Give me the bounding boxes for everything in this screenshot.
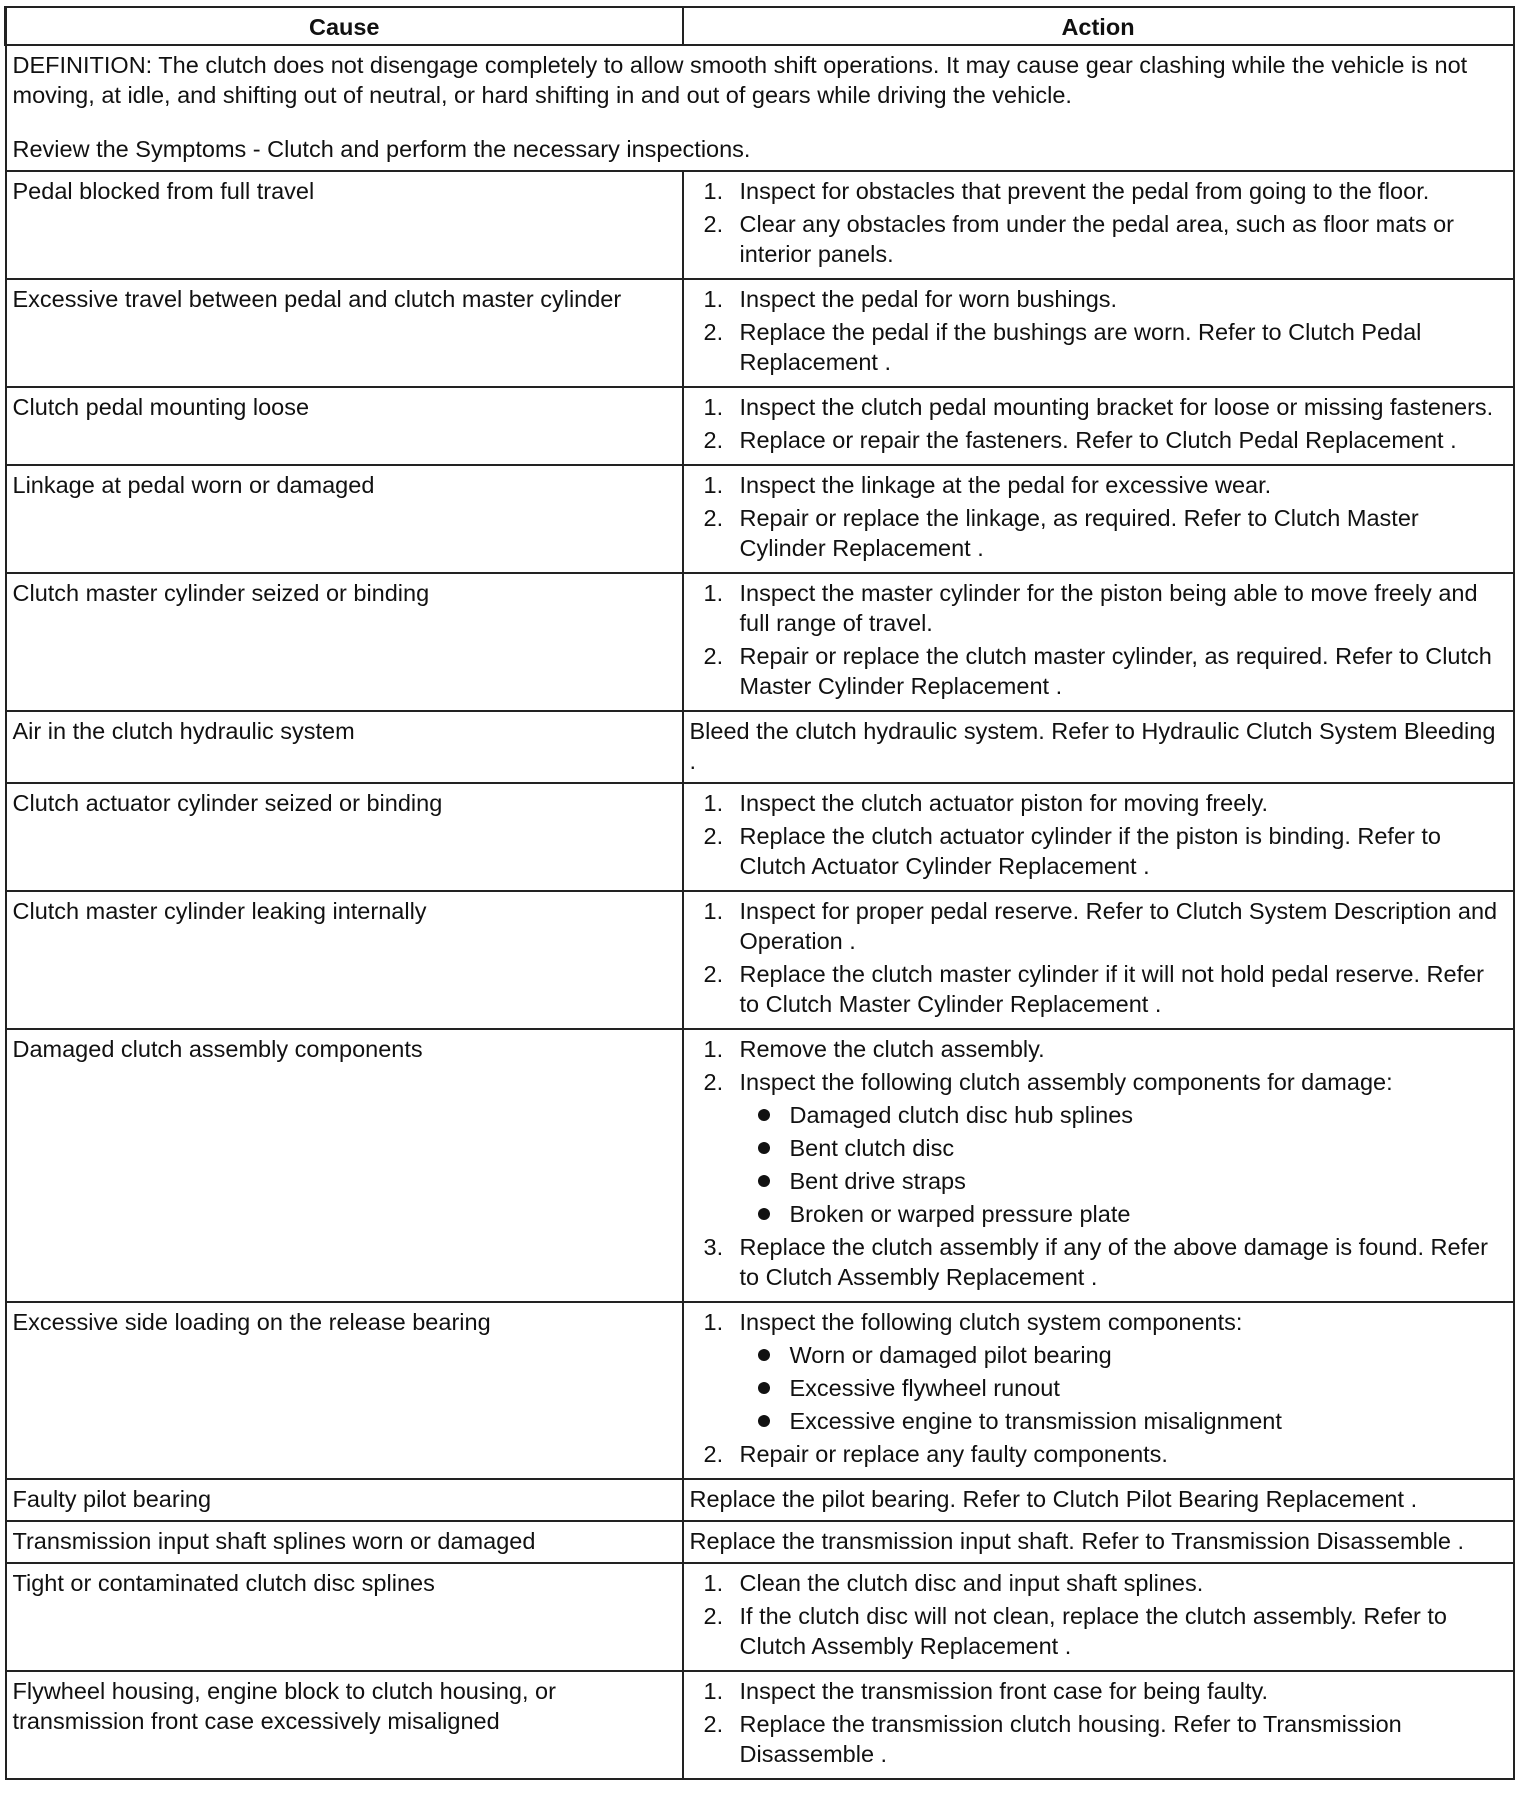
- step-number: 2.: [703, 505, 724, 531]
- step-item: [690, 578, 1507, 638]
- step-item: [690, 788, 1507, 818]
- step-list: [690, 1034, 1507, 1292]
- step-text: Inspect for proper pedal reserve. Refer to Clutch System Description and Operation .: [739, 898, 1498, 954]
- step-list: [690, 176, 1507, 269]
- step-number: 1.: [703, 1678, 724, 1704]
- cause-cell: Excessive travel between pedal and clutch master cylinder: [6, 279, 683, 387]
- action-cell: [683, 465, 1514, 573]
- action-text: Replace the transmission input shaft. Refer to Transmission Disassemble .: [689, 1528, 1465, 1554]
- bullet-text: Bent drive straps: [789, 1168, 966, 1194]
- step-number: 2.: [703, 1603, 724, 1629]
- action-cell: [683, 573, 1514, 711]
- step-item: [690, 425, 1507, 455]
- step-text: Clean the clutch disc and input shaft splines.: [739, 1570, 1204, 1596]
- step-item: [690, 1307, 1507, 1436]
- step-text: Inspect the transmission front case for being faulty.: [739, 1678, 1269, 1704]
- step-number: 1.: [703, 394, 724, 420]
- cause-column-header: Cause: [6, 7, 683, 45]
- step-text: Repair or replace the clutch master cylinder, as required. Refer to Clutch Master Cylinder Replacement .: [739, 643, 1492, 699]
- step-number: 1.: [703, 898, 724, 924]
- cause-cell: Flywheel housing, engine block to clutch housing, or transmission front case excessively misaligned: [6, 1671, 683, 1779]
- step-item: [690, 1067, 1507, 1229]
- cause-cell: Clutch pedal mounting loose: [6, 387, 683, 465]
- table-row: [6, 573, 1514, 711]
- step-text: Replace the clutch assembly if any of the above damage is found. Refer to Clutch Assembly Replacement .: [739, 1234, 1489, 1290]
- action-cell: [683, 171, 1514, 279]
- step-item: [690, 392, 1507, 422]
- step-text: Inspect the following clutch system components:: [739, 1309, 1243, 1335]
- step-list: [690, 470, 1507, 563]
- cause-cell: Faulty pilot bearing: [6, 1479, 683, 1521]
- step-item: [690, 470, 1507, 500]
- action-cell: [683, 1479, 1514, 1521]
- table-row: [6, 171, 1514, 279]
- step-text: Repair or replace the linkage, as required. Refer to Clutch Master Cylinder Replacement .: [739, 505, 1419, 561]
- action-cell: [683, 387, 1514, 465]
- step-text: Replace or repair the fasteners. Refer to Clutch Pedal Replacement .: [739, 427, 1457, 453]
- step-number: 1.: [703, 580, 724, 606]
- step-item: [690, 641, 1507, 701]
- cause-cell: Clutch actuator cylinder seized or binding: [6, 783, 683, 891]
- definition-text: DEFINITION: The clutch does not disengage completely to allow smooth shift operations. It may cause gear clashing while the vehicle is not moving, at idle, and shifting out of neutral, or hard shifting in and out of gears while driving the vehicle.: [12, 52, 1468, 108]
- step-list: [690, 392, 1507, 455]
- step-number: 2.: [703, 1441, 724, 1467]
- step-number: 1.: [703, 178, 724, 204]
- step-item: [690, 503, 1507, 563]
- table-row: [6, 783, 1514, 891]
- step-text: Replace the clutch actuator cylinder if the piston is binding. Refer to Clutch Actuator Cylinder Replacement .: [739, 823, 1441, 879]
- bullet-dot-icon: [758, 1382, 770, 1394]
- step-item: [690, 1568, 1507, 1598]
- step-number: 1.: [703, 1309, 724, 1335]
- table-row: [6, 279, 1514, 387]
- table-row: [6, 1521, 1514, 1563]
- cause-cell: Damaged clutch assembly components: [6, 1029, 683, 1302]
- step-item: [690, 209, 1507, 269]
- action-cell: [683, 1521, 1514, 1563]
- bullet-dot-icon: [758, 1415, 770, 1427]
- step-list: [690, 1568, 1507, 1661]
- step-number: 2.: [703, 1069, 724, 1095]
- step-number: 2.: [703, 643, 724, 669]
- table-row: [6, 1029, 1514, 1302]
- step-item: [690, 317, 1507, 377]
- action-cell: [683, 279, 1514, 387]
- step-text: Clear any obstacles from under the pedal area, such as floor mats or interior panels.: [739, 211, 1455, 267]
- table-row: [6, 1671, 1514, 1779]
- step-item: [690, 1601, 1507, 1661]
- action-cell: [683, 1029, 1514, 1302]
- diagnostic-table: [4, 6, 1515, 1780]
- action-cell: [683, 891, 1514, 1029]
- table-row: [6, 1563, 1514, 1671]
- bullet-dot-icon: [758, 1142, 770, 1154]
- step-text: Inspect the master cylinder for the piston being able to move freely and full range of travel.: [739, 580, 1478, 636]
- step-number: 2.: [703, 427, 724, 453]
- step-number: 1.: [703, 1570, 724, 1596]
- step-item: [690, 896, 1507, 956]
- bullet-item: [740, 1133, 1507, 1163]
- table-row: [6, 1302, 1514, 1479]
- step-number: 1.: [703, 472, 724, 498]
- bullet-text: Worn or damaged pilot bearing: [789, 1342, 1112, 1368]
- step-text: Inspect the clutch actuator piston for moving freely.: [739, 790, 1269, 816]
- step-list: [690, 284, 1507, 377]
- definition-row: [6, 45, 1514, 171]
- cause-cell: Clutch master cylinder seized or binding: [6, 573, 683, 711]
- step-item: [690, 1439, 1507, 1469]
- step-text: Inspect the following clutch assembly components for damage:: [739, 1069, 1393, 1095]
- step-list: [690, 578, 1507, 701]
- step-number: 2.: [703, 211, 724, 237]
- step-item: [690, 176, 1507, 206]
- table-row: [6, 387, 1514, 465]
- bullet-dot-icon: [758, 1208, 770, 1220]
- action-cell: [683, 783, 1514, 891]
- bullet-list: [740, 1100, 1507, 1229]
- step-item: [690, 1709, 1507, 1769]
- step-number: 3.: [703, 1234, 724, 1260]
- action-cell: [683, 1671, 1514, 1779]
- table-row: [6, 1479, 1514, 1521]
- bullet-text: Excessive engine to transmission misalignment: [789, 1408, 1282, 1434]
- step-list: [690, 1676, 1507, 1769]
- step-number: 2.: [703, 319, 724, 345]
- cause-cell: Clutch master cylinder leaking internally: [6, 891, 683, 1029]
- cause-cell: Transmission input shaft splines worn or damaged: [6, 1521, 683, 1563]
- step-text: Inspect the linkage at the pedal for excessive wear.: [739, 472, 1272, 498]
- action-cell: [683, 1302, 1514, 1479]
- step-text: Repair or replace any faulty components.: [739, 1441, 1168, 1467]
- bullet-text: Damaged clutch disc hub splines: [789, 1102, 1134, 1128]
- step-text: Replace the pedal if the bushings are worn. Refer to Clutch Pedal Replacement .: [739, 319, 1422, 375]
- bullet-item: [740, 1166, 1507, 1196]
- step-item: [690, 821, 1507, 881]
- definition-cell: [6, 45, 1514, 171]
- step-text: Replace the transmission clutch housing. Refer to Transmission Disassemble .: [739, 1711, 1402, 1767]
- step-item: [690, 959, 1507, 1019]
- bullet-dot-icon: [758, 1175, 770, 1187]
- step-number: 2.: [703, 1711, 724, 1737]
- step-list: [690, 1307, 1507, 1469]
- action-cell: [683, 1563, 1514, 1671]
- bullet-item: [740, 1100, 1507, 1130]
- cause-cell: Tight or contaminated clutch disc splines: [6, 1563, 683, 1671]
- step-item: [690, 284, 1507, 314]
- step-text: Inspect the pedal for worn bushings.: [739, 286, 1118, 312]
- table-row: [6, 891, 1514, 1029]
- bullet-text: Bent clutch disc: [789, 1135, 955, 1161]
- bullet-item: [740, 1199, 1507, 1229]
- step-text: If the clutch disc will not clean, replace the clutch assembly. Refer to Clutch Assembly Replacement .: [739, 1603, 1448, 1659]
- step-text: Replace the clutch master cylinder if it will not hold pedal reserve. Refer to Clutch Master Cylinder Replacement .: [739, 961, 1485, 1017]
- bullet-dot-icon: [758, 1109, 770, 1121]
- cause-cell: Air in the clutch hydraulic system: [6, 711, 683, 783]
- header-row: [6, 7, 1514, 45]
- action-text: Bleed the clutch hydraulic system. Refer to Hydraulic Clutch System Bleeding .: [689, 718, 1496, 774]
- cause-cell: Linkage at pedal worn or damaged: [6, 465, 683, 573]
- step-number: 1.: [703, 1036, 724, 1062]
- cause-cell: Pedal blocked from full travel: [6, 171, 683, 279]
- bullet-item: [740, 1406, 1507, 1436]
- step-text: Inspect the clutch pedal mounting bracket for loose or missing fasteners.: [739, 394, 1494, 420]
- step-number: 2.: [703, 823, 724, 849]
- step-text: Remove the clutch assembly.: [739, 1036, 1045, 1062]
- bullet-item: [740, 1373, 1507, 1403]
- review-text: Review the Symptoms - Clutch and perform the necessary inspections.: [12, 136, 751, 162]
- action-cell: [683, 711, 1514, 783]
- step-number: 1.: [703, 790, 724, 816]
- step-number: 1.: [703, 286, 724, 312]
- cause-cell: Excessive side loading on the release bearing: [6, 1302, 683, 1479]
- step-number: 2.: [703, 961, 724, 987]
- step-item: [690, 1034, 1507, 1064]
- step-text: Inspect for obstacles that prevent the pedal from going to the floor.: [739, 178, 1430, 204]
- step-list: [690, 896, 1507, 1019]
- bullet-list: [740, 1340, 1507, 1436]
- bullet-text: Excessive flywheel runout: [789, 1375, 1060, 1401]
- action-column-header: Action: [683, 7, 1514, 45]
- bullet-dot-icon: [758, 1349, 770, 1361]
- bullet-item: [740, 1340, 1507, 1370]
- action-text: Replace the pilot bearing. Refer to Clutch Pilot Bearing Replacement .: [689, 1486, 1418, 1512]
- table-row: [6, 711, 1514, 783]
- step-item: [690, 1676, 1507, 1706]
- step-item: [690, 1232, 1507, 1292]
- step-list: [690, 788, 1507, 881]
- table-row: [6, 465, 1514, 573]
- bullet-text: Broken or warped pressure plate: [789, 1201, 1131, 1227]
